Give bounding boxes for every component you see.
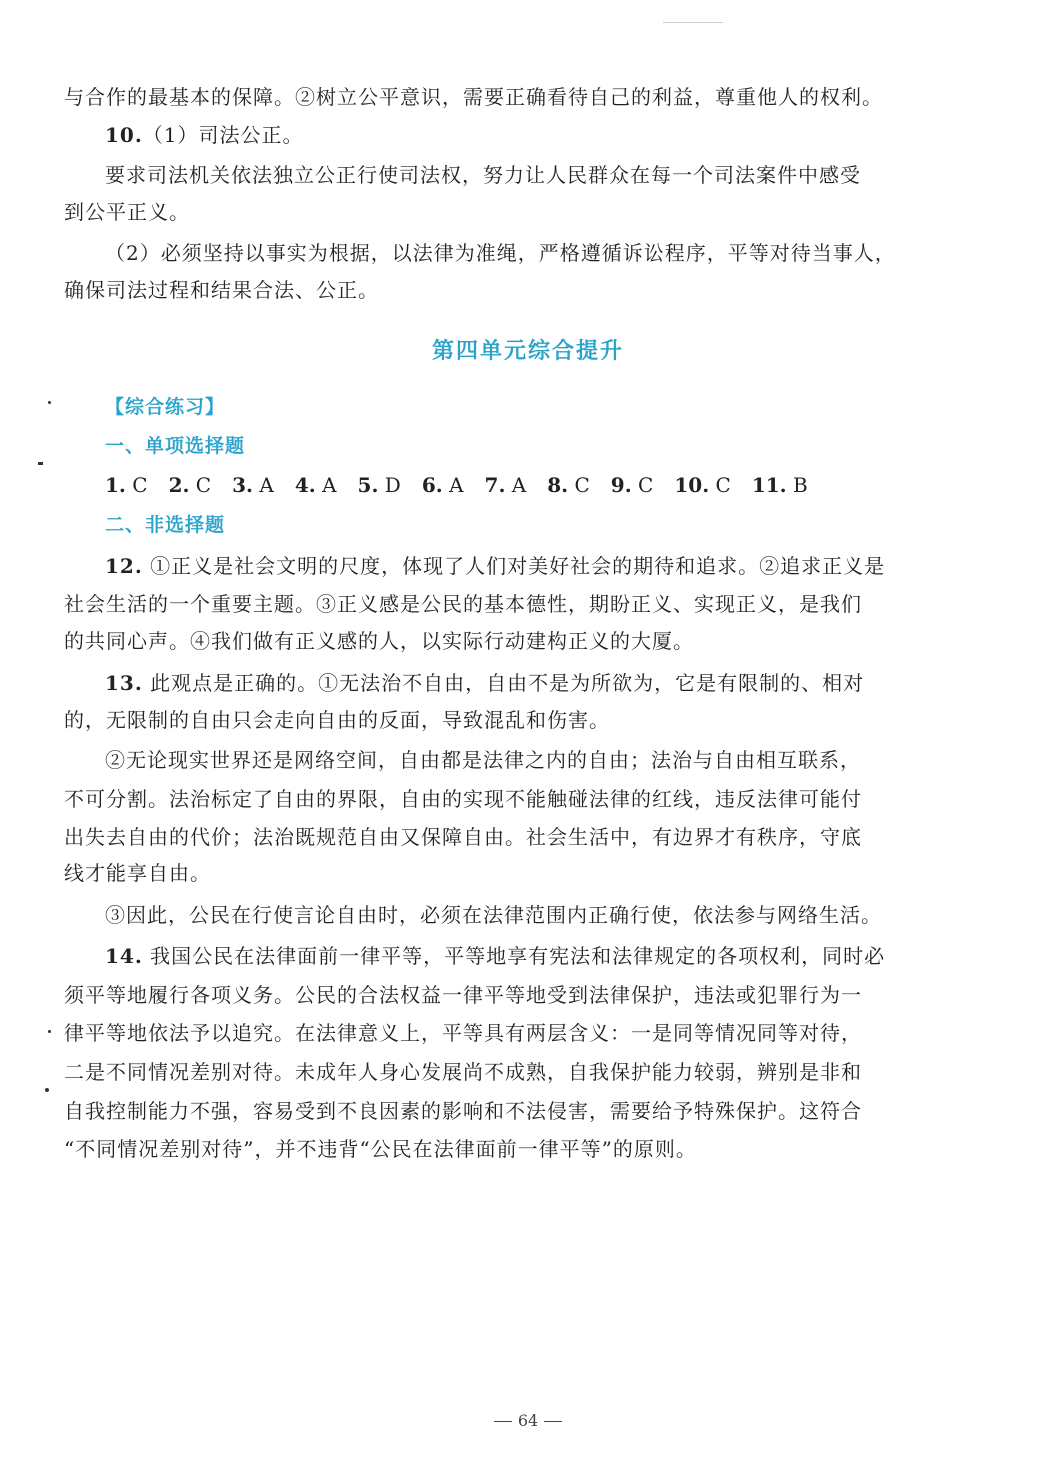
answer-item (232, 471, 274, 499)
answer-value: A (505, 473, 527, 497)
non-choice-heading: 二、非选择题 (105, 514, 226, 536)
paragraph-line (105, 937, 924, 975)
paragraph-line: 与合作的最基本的保障。②树立公平意识，需要正确看待自己的利益，尊重他人的权利。 (64, 85, 883, 109)
answer-number: 1. (105, 473, 126, 497)
page-footer (0, 1411, 1056, 1430)
question-number: 10. (105, 123, 143, 147)
question-number: 12. (105, 554, 143, 578)
paragraph-line: 要求司法机关依法独立公正行使司法权，努力让人民群众在每一个司法案件中感受 (105, 163, 861, 187)
answer-item (611, 471, 654, 499)
paragraph-line: 的共同心声。④我们做有正义感的人，以实际行动建构正义的大厦。 (64, 629, 694, 653)
answer-value: A (442, 473, 464, 497)
answer-value: D (378, 473, 401, 497)
answer-value: A (315, 473, 337, 497)
paragraph-line: 的，无限制的自由只会走向自由的反面，导致混乱和伤害。 (64, 708, 610, 732)
paragraph-line: 出失去自由的代价；法治既规范自由又保障自由。社会生活中，有边界才有秩序，守底 (64, 825, 862, 849)
paragraph-line: 不可分割。法治标定了自由的界限，自由的实现不能触碰法律的红线，违反法律可能付 (64, 787, 862, 811)
question-number: 13. (105, 671, 143, 695)
paragraph-line: “不同情况差别对待”，并不违背“公民在法律面前一律平等”的原则。 (64, 1137, 697, 1161)
paragraph-line: 社会生活的一个重要主题。③正义感是公民的基本德性，期盼正义、实现正义，是我们 (64, 592, 862, 616)
paragraph-line: 线才能享自由。 (64, 861, 211, 885)
question-number: 14. (105, 944, 143, 968)
answer-number: 10. (674, 473, 710, 497)
dash-mark (544, 1421, 562, 1422)
answer-item (358, 471, 401, 499)
paragraph-line (105, 547, 924, 585)
answer-item (169, 471, 212, 499)
answer-item (752, 471, 808, 499)
answer-item (485, 471, 527, 499)
paragraph-line: （2）必须坚持以事实为根据，以法律为准绳，严格遵循诉讼程序，平等对待当事人， (105, 241, 896, 265)
single-choice-heading: 一、单项选择题 (105, 435, 246, 457)
answer-number: 2. (168, 473, 190, 497)
paragraph-line: 律平等地依法予以追究。在法律意义上，平等具有两层含义：一是同等情况同等对待， (64, 1021, 862, 1045)
answer-number: 9. (610, 473, 632, 497)
answer-value: C (568, 473, 590, 497)
section-title: 第四单元综合提升 (431, 339, 624, 364)
answer-number: 4. (294, 473, 316, 497)
paragraph-line: 须平等地履行各项义务。公民的合法权益一律平等地受到法律保护，违法或犯罪行为一 (64, 983, 862, 1007)
answer-item (295, 471, 337, 499)
practice-label: 【综合练习】 (105, 396, 226, 418)
scan-speck (38, 462, 43, 465)
paragraph-line: ②无论现实世界还是网络空间，自由都是法律之内的自由；法治与自由相互联系， (105, 748, 861, 772)
answer-item (105, 471, 148, 499)
paragraph-line: 二是不同情况差别对待。未成年人身心发展尚不成熟，自我保护能力较弱，辨别是非和 (64, 1060, 862, 1084)
answer-number: 5. (357, 473, 379, 497)
answer-number: 3. (232, 473, 254, 497)
answer-number: 6. (421, 473, 443, 497)
answer-item (422, 471, 464, 499)
scan-speck (48, 401, 51, 404)
answer-value: A (253, 473, 274, 497)
scan-speck (48, 1030, 51, 1033)
answer-value: C (189, 473, 212, 497)
paragraph-text: 我国公民在法律面前一律平等，平等地享有宪法和法律规定的各项权利，同时必 (150, 944, 886, 968)
question-10-part1: （1）司法公正。 (142, 123, 304, 147)
dash-mark (494, 1421, 512, 1422)
paragraph-text: ①正义是社会文明的尺度，体现了人们对美好社会的期待和追求。②追求正义是 (150, 554, 886, 578)
paragraph-text: 此观点是正确的。①无法治不自由，自由不是为所欲为，它是有限制的、相对 (150, 671, 865, 695)
scan-line (663, 22, 723, 23)
page-number: 64 (517, 1411, 539, 1430)
answer-value: C (709, 473, 731, 497)
paragraph-line: 到公平正义。 (64, 200, 190, 224)
answer-value: C (631, 473, 654, 497)
answer-item (674, 471, 730, 499)
answer-list (105, 471, 829, 499)
paragraph-line: 自我控制能力不强，容易受到不良因素的影响和不法侵害，需要给予特殊保护。这符合 (64, 1099, 862, 1123)
answer-number: 11. (751, 473, 787, 497)
answer-value: B (786, 473, 808, 497)
answer-item (547, 471, 590, 499)
answer-value: C (125, 473, 148, 497)
answer-number: 8. (547, 473, 569, 497)
question-10-heading (105, 116, 924, 154)
answer-number: 7. (484, 473, 506, 497)
paragraph-line: 确保司法过程和结果合法、公正。 (64, 278, 379, 302)
paragraph-line (105, 664, 924, 702)
paragraph-line: ③因此，公民在行使言论自由时，必须在法律范围内正确行使，依法参与网络生活。 (105, 903, 882, 927)
scan-speck (45, 1088, 49, 1092)
